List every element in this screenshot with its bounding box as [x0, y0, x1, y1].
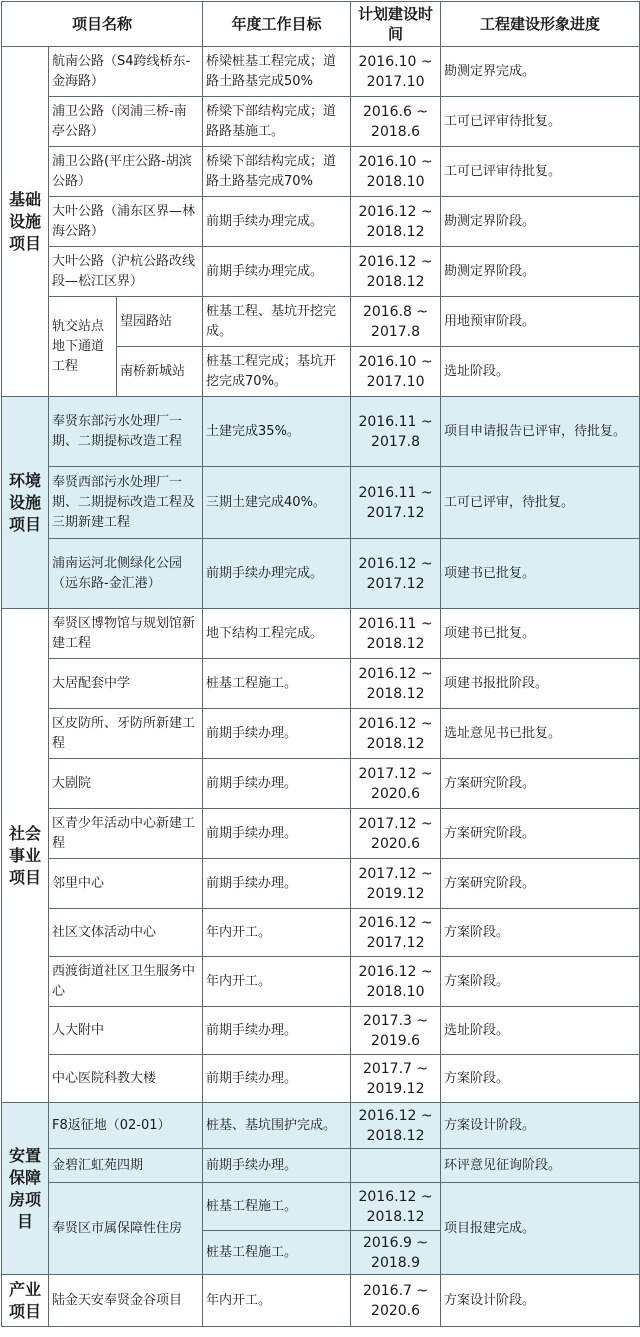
annual-goal: 三期土建完成40%。: [203, 467, 351, 539]
period-start: 2016.12 ~: [358, 665, 433, 682]
period-end: 2019.12: [366, 885, 425, 902]
project-name: 西渡街道社区卫生服务中心: [49, 957, 203, 1007]
annual-goal: 桥梁下部结构完成；道路路基施工。: [203, 97, 351, 147]
period-end: 2017.12: [366, 504, 425, 521]
table-row: [2, 97, 640, 147]
period-end: 2018.12: [366, 735, 425, 752]
project-group-name: 轨交站点地下通道工程: [49, 297, 117, 397]
period-start: 2016.11 ~: [358, 484, 433, 501]
annual-goal: 前期手续办理。: [203, 709, 351, 759]
annual-goal: 桥梁桩基工程完成；道路土路基完成50%: [203, 47, 351, 97]
period-start: 2016.11 ~: [358, 413, 433, 430]
table-row: [2, 247, 640, 297]
period-end: 2018.12: [366, 273, 425, 290]
plan-period: [351, 909, 441, 957]
project-name: 浦卫公路(平庄公路-胡滨公路）: [49, 147, 203, 197]
plan-period: [351, 709, 441, 759]
plan-period: [351, 539, 441, 609]
project-name: 大居配套中学: [49, 659, 203, 709]
table-row: [2, 1103, 640, 1149]
project-name: 区青少年活动中心新建工程: [49, 809, 203, 859]
period-start: 2017.7 ~: [362, 1060, 429, 1077]
period-start: 2016.10 ~: [358, 353, 433, 370]
plan-period: [351, 1275, 441, 1327]
annual-goal: 桩基工程、基坑开挖完成。: [203, 297, 351, 347]
table-row: [2, 709, 640, 759]
category-env: 环境设施项目: [2, 397, 49, 609]
plan-period: [351, 297, 441, 347]
annual-goal: 前期手续办理。: [203, 1007, 351, 1055]
table-row: [2, 47, 640, 97]
annual-goal: 前期手续办理。: [203, 1149, 351, 1183]
col-header-progress: 工程建设形象进度: [441, 2, 640, 47]
annual-goal: 桩基工程完成；基坑开挖完成70%。: [203, 347, 351, 397]
project-name: 社区文体活动中心: [49, 909, 203, 957]
progress: 选址意见书已批复。: [441, 709, 640, 759]
plan-period: [351, 47, 441, 97]
col-header-goal: 年度工作目标: [203, 2, 351, 47]
plan-period: [351, 1183, 441, 1231]
project-name: 大叶公路（浦东区界—林海公路）: [49, 197, 203, 247]
period-start: 2017.3 ~: [362, 1012, 429, 1029]
progress: 方案设计阶段。: [441, 1275, 640, 1327]
project-name: 人大附中: [49, 1007, 203, 1055]
table-row: [2, 909, 640, 957]
table-row: [2, 467, 640, 539]
table-row: [2, 1149, 640, 1183]
plan-period: [351, 247, 441, 297]
plan-period: [351, 347, 441, 397]
progress: 方案研究阶段。: [441, 809, 640, 859]
annual-goal: 桩基、基坑围护完成。: [203, 1103, 351, 1149]
period-end: 2018.6: [371, 123, 421, 140]
period-end: 2020.6: [371, 1302, 421, 1319]
header-row: [2, 2, 640, 47]
period-start: 2016.12 ~: [358, 203, 433, 220]
project-name: 浦卫公路（闵浦三桥-南亭公路）: [49, 97, 203, 147]
period-end: 2018.12: [366, 685, 425, 702]
period-end: 2017.8: [371, 323, 421, 340]
annual-goal: 前期手续办理完成。: [203, 197, 351, 247]
period-start: 2016.12 ~: [358, 914, 433, 931]
progress: 勘测定界阶段。: [441, 247, 640, 297]
annual-goal: 前期手续办理。: [203, 859, 351, 909]
period-end: 2018.12: [366, 1208, 425, 1225]
plan-period: [351, 859, 441, 909]
plan-period: [351, 1007, 441, 1055]
project-name: 浦南运河北侧绿化公园（远东路-金汇港）: [49, 539, 203, 609]
annual-goal: 年内开工。: [203, 957, 351, 1007]
plan-period: [351, 147, 441, 197]
annual-goal: 前期手续办理完成。: [203, 539, 351, 609]
table-row: [2, 197, 640, 247]
period-start: 2016.10 ~: [358, 153, 433, 170]
progress: 方案阶段。: [441, 909, 640, 957]
col-header-period: 计划建设时间: [351, 2, 441, 47]
progress: 项目报建完成。: [441, 1183, 640, 1275]
project-name: 奉贤东部污水处理厂一期、二期提标改造工程: [49, 397, 203, 467]
period-start: 2016.12 ~: [358, 1107, 433, 1124]
progress: 勘测定界完成。: [441, 47, 640, 97]
table-row: [2, 1055, 640, 1103]
category-industry: 产业项目: [2, 1275, 49, 1327]
table-row: [2, 1007, 640, 1055]
plan-period: [351, 1149, 441, 1183]
project-name: 奉贤区市属保障性住房: [49, 1183, 203, 1275]
annual-goal: 桥梁下部结构完成；道路土路基完成70%: [203, 147, 351, 197]
table-row: [2, 809, 640, 859]
category-social: 社会事业项目: [2, 609, 49, 1103]
period-end: 2017.10: [366, 373, 425, 390]
period-start: 2016.7 ~: [362, 1282, 429, 1299]
project-name: F8返征地（02-01）: [49, 1103, 203, 1149]
table-row: [2, 397, 640, 467]
table-row: [2, 1183, 640, 1231]
project-name: 奉贤区博物馆与规划馆新建工程: [49, 609, 203, 659]
period-start: 2017.12 ~: [358, 865, 433, 882]
period-start: 2016.12 ~: [358, 253, 433, 270]
annual-goal: 桩基工程施工。: [203, 659, 351, 709]
period-end: 2019.6: [371, 1032, 421, 1049]
plan-period: [351, 957, 441, 1007]
plan-period: [351, 1231, 441, 1275]
progress: 方案阶段。: [441, 1055, 640, 1103]
annual-goal: 前期手续办理。: [203, 809, 351, 859]
plan-period: [351, 1103, 441, 1149]
period-end: 2017.8: [371, 433, 421, 450]
progress: 勘测定界阶段。: [441, 197, 640, 247]
progress: 项建书报批阶段。: [441, 659, 640, 709]
period-end: 2018.12: [366, 1127, 425, 1144]
annual-goal: 前期手续办理完成。: [203, 247, 351, 297]
period-start: 2016.11 ~: [358, 615, 433, 632]
progress: 环评意见征询阶段。: [441, 1149, 640, 1183]
project-name: 大剧院: [49, 759, 203, 809]
annual-goal: 土建完成35%。: [203, 397, 351, 467]
progress: 工可已评审待批复。: [441, 97, 640, 147]
table-row: [2, 539, 640, 609]
annual-goal: 桩基工程施工。: [203, 1183, 351, 1231]
col-header-name: 项目名称: [2, 2, 203, 47]
period-end: 2018.10: [366, 983, 425, 1000]
table-row: [2, 759, 640, 809]
period-end: 2019.12: [366, 1080, 425, 1097]
progress: 项建书已批复。: [441, 539, 640, 609]
period-end: 2020.6: [371, 835, 421, 852]
period-end: 2020.6: [371, 785, 421, 802]
progress: 方案阶段。: [441, 957, 640, 1007]
period-start: 2016.9 ~: [362, 1234, 429, 1251]
annual-goal: 年内开工。: [203, 1275, 351, 1327]
progress: 选址阶段。: [441, 347, 640, 397]
annual-goal: 前期手续办理。: [203, 759, 351, 809]
project-name: 南桥新城站: [117, 347, 203, 397]
plan-period: [351, 759, 441, 809]
plan-period: [351, 197, 441, 247]
project-name: 奉贤西部污水处理厂一期、二期提标改造工程及三期新建工程: [49, 467, 203, 539]
category-housing: 安置保障房项目: [2, 1103, 49, 1275]
progress: 方案研究阶段。: [441, 759, 640, 809]
period-end: 2018.12: [366, 635, 425, 652]
period-start: 2017.12 ~: [358, 765, 433, 782]
period-end: 2017.10: [366, 73, 425, 90]
table-row: [2, 609, 640, 659]
annual-goal: 桩基工程施工。: [203, 1231, 351, 1275]
category-infra: 基础设施项目: [2, 47, 49, 397]
plan-period: [351, 97, 441, 147]
progress: 方案设计阶段。: [441, 1103, 640, 1149]
period-start: 2016.6 ~: [362, 103, 429, 120]
period-end: 2018.10: [366, 173, 425, 190]
project-table: [1, 1, 640, 1327]
period-start: 2016.12 ~: [358, 1188, 433, 1205]
table-row: [2, 659, 640, 709]
annual-goal: 地下结构工程完成。: [203, 609, 351, 659]
table-row: [2, 957, 640, 1007]
period-end: 2017.12: [366, 934, 425, 951]
progress: 选址阶段。: [441, 1007, 640, 1055]
period-start: 2016.10 ~: [358, 53, 433, 70]
period-start: 2016.12 ~: [358, 555, 433, 572]
project-name: 区皮防所、牙防所新建工程: [49, 709, 203, 759]
period-start: 2016.8 ~: [362, 303, 429, 320]
plan-period: [351, 659, 441, 709]
project-name: 望园路站: [117, 297, 203, 347]
plan-period: [351, 809, 441, 859]
plan-period: [351, 609, 441, 659]
period-start: 2016.12 ~: [358, 963, 433, 980]
period-end: 2017.12: [366, 575, 425, 592]
project-name: 金碧汇虹苑四期: [49, 1149, 203, 1183]
progress: 项建书已批复。: [441, 609, 640, 659]
plan-period: [351, 1055, 441, 1103]
progress: 工可已评审，待批复。: [441, 467, 640, 539]
plan-period: [351, 467, 441, 539]
table-row: [2, 1275, 640, 1327]
period-end: 2018.9: [371, 1254, 421, 1271]
table-row: [2, 147, 640, 197]
period-start: 2016.12 ~: [358, 715, 433, 732]
progress: 方案研究阶段。: [441, 859, 640, 909]
annual-goal: 年内开工。: [203, 909, 351, 957]
progress: 工可已评审待批复。: [441, 147, 640, 197]
project-name: 陆金天安奉贤金谷项目: [49, 1275, 203, 1327]
table-row: [2, 297, 640, 347]
plan-period: [351, 397, 441, 467]
project-name: 大叶公路（沪杭公路改线段—松江区界）: [49, 247, 203, 297]
project-name: 航南公路（S4跨线桥东-金海路）: [49, 47, 203, 97]
annual-goal: 前期手续办理。: [203, 1055, 351, 1103]
progress: 用地预审阶段。: [441, 297, 640, 347]
period-end: 2018.12: [366, 223, 425, 240]
project-name: 邻里中心: [49, 859, 203, 909]
period-start: 2017.12 ~: [358, 815, 433, 832]
project-name: 中心医院科教大楼: [49, 1055, 203, 1103]
table-row: [2, 859, 640, 909]
progress: 项目申请报告已评审，待批复。: [441, 397, 640, 467]
